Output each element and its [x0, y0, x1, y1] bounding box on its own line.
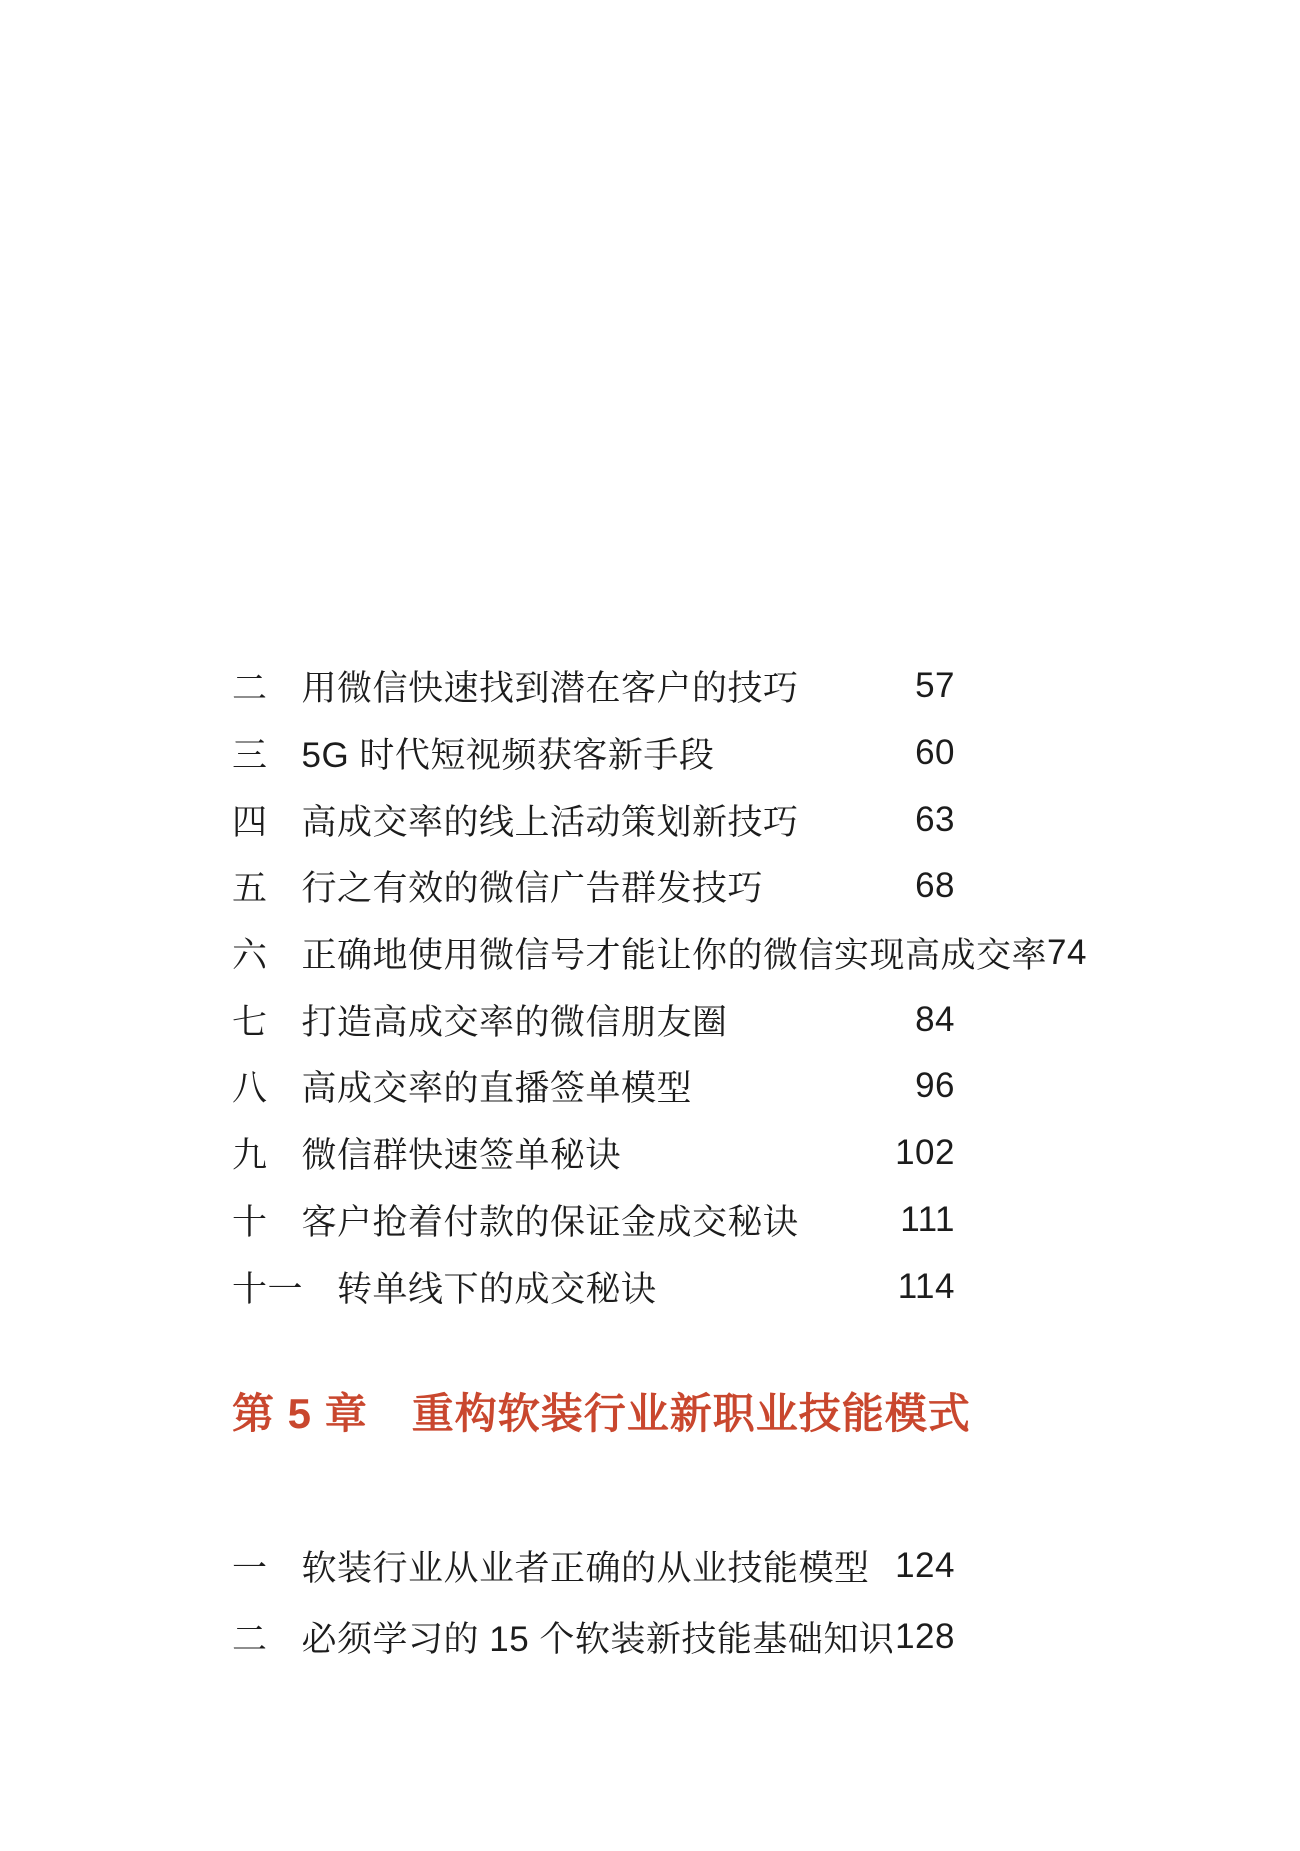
toc-entry-number: 六 — [232, 936, 268, 976]
toc-entry — [232, 1253, 955, 1320]
toc-entry-number: 二 — [232, 669, 268, 709]
toc-entry-number: 十 — [232, 1202, 268, 1242]
toc-entry-title: 微信群快速签单秘诀 — [301, 1136, 622, 1176]
toc-entry-title: 5G 时代短视频获客新手段 — [301, 736, 715, 776]
toc-entry-page: 124 — [895, 1545, 955, 1585]
toc-entry — [232, 653, 955, 720]
toc-entry-number: 一 — [232, 1548, 268, 1588]
toc-entry-page: 60 — [915, 733, 955, 773]
toc-entry-page: 63 — [915, 799, 955, 839]
toc-entry-number: 四 — [232, 802, 268, 842]
toc-entry-page: 128 — [895, 1616, 955, 1656]
toc-entry-title: 正确地使用微信号才能让你的微信实现高成交率 — [301, 936, 1048, 976]
toc-entry-title: 打造高成交率的微信朋友圈 — [301, 1002, 728, 1042]
toc-entry-page: 84 — [915, 999, 955, 1039]
toc-entry — [232, 920, 1087, 987]
toc-entry — [232, 1530, 955, 1601]
toc-entry-title: 高成交率的直播签单模型 — [301, 1069, 693, 1109]
chapter-title: 重构软装行业新职业技能模式 — [411, 1390, 971, 1437]
toc-entry-title: 用微信快速找到潜在客户的技巧 — [301, 669, 799, 709]
toc-entry-page: 68 — [915, 866, 955, 906]
toc-entry-number: 八 — [232, 1069, 268, 1109]
toc-entry-page: 74 — [1047, 933, 1087, 973]
toc-entry-page: 96 — [915, 1066, 955, 1106]
toc-entry-page: 111 — [900, 1199, 955, 1239]
toc-entry — [232, 853, 955, 920]
toc-entry-title: 必须学习的 15 个软装新技能基础知识 — [301, 1619, 895, 1659]
toc-entry-number: 二 — [232, 1619, 268, 1659]
toc-entry-page: 57 — [915, 666, 955, 706]
toc-entry — [232, 1187, 955, 1254]
toc-entry — [232, 986, 955, 1053]
toc-entry-page: 102 — [895, 1133, 955, 1173]
toc-entry — [232, 720, 955, 787]
toc-entry-number: 三 — [232, 736, 268, 776]
toc-entry-title: 软装行业从业者正确的从业技能模型 — [301, 1548, 870, 1588]
toc-entry — [232, 1601, 955, 1672]
toc-entry-title: 行之有效的微信广告群发技巧 — [301, 869, 764, 909]
toc-entry-number: 五 — [232, 869, 268, 909]
chapter-heading — [232, 1390, 971, 1438]
toc-entry-number: 九 — [232, 1136, 268, 1176]
toc-entry-title: 高成交率的线上活动策划新技巧 — [301, 802, 799, 842]
toc-section-list — [232, 653, 1087, 1320]
toc-entry-title: 转单线下的成交秘诀 — [337, 1269, 657, 1309]
toc-entry-number: 七 — [232, 1002, 268, 1042]
toc-entry-number: 十一 — [232, 1269, 304, 1309]
toc-entry-page: 114 — [897, 1266, 955, 1306]
toc-entry — [232, 786, 955, 853]
chapter-label: 第 5 章 — [232, 1390, 368, 1437]
toc-chapter-item-list — [232, 1530, 955, 1672]
toc-entry-title: 客户抢着付款的保证金成交秘诀 — [301, 1202, 799, 1242]
toc-entry — [232, 1053, 955, 1120]
toc-entry — [232, 1120, 955, 1187]
